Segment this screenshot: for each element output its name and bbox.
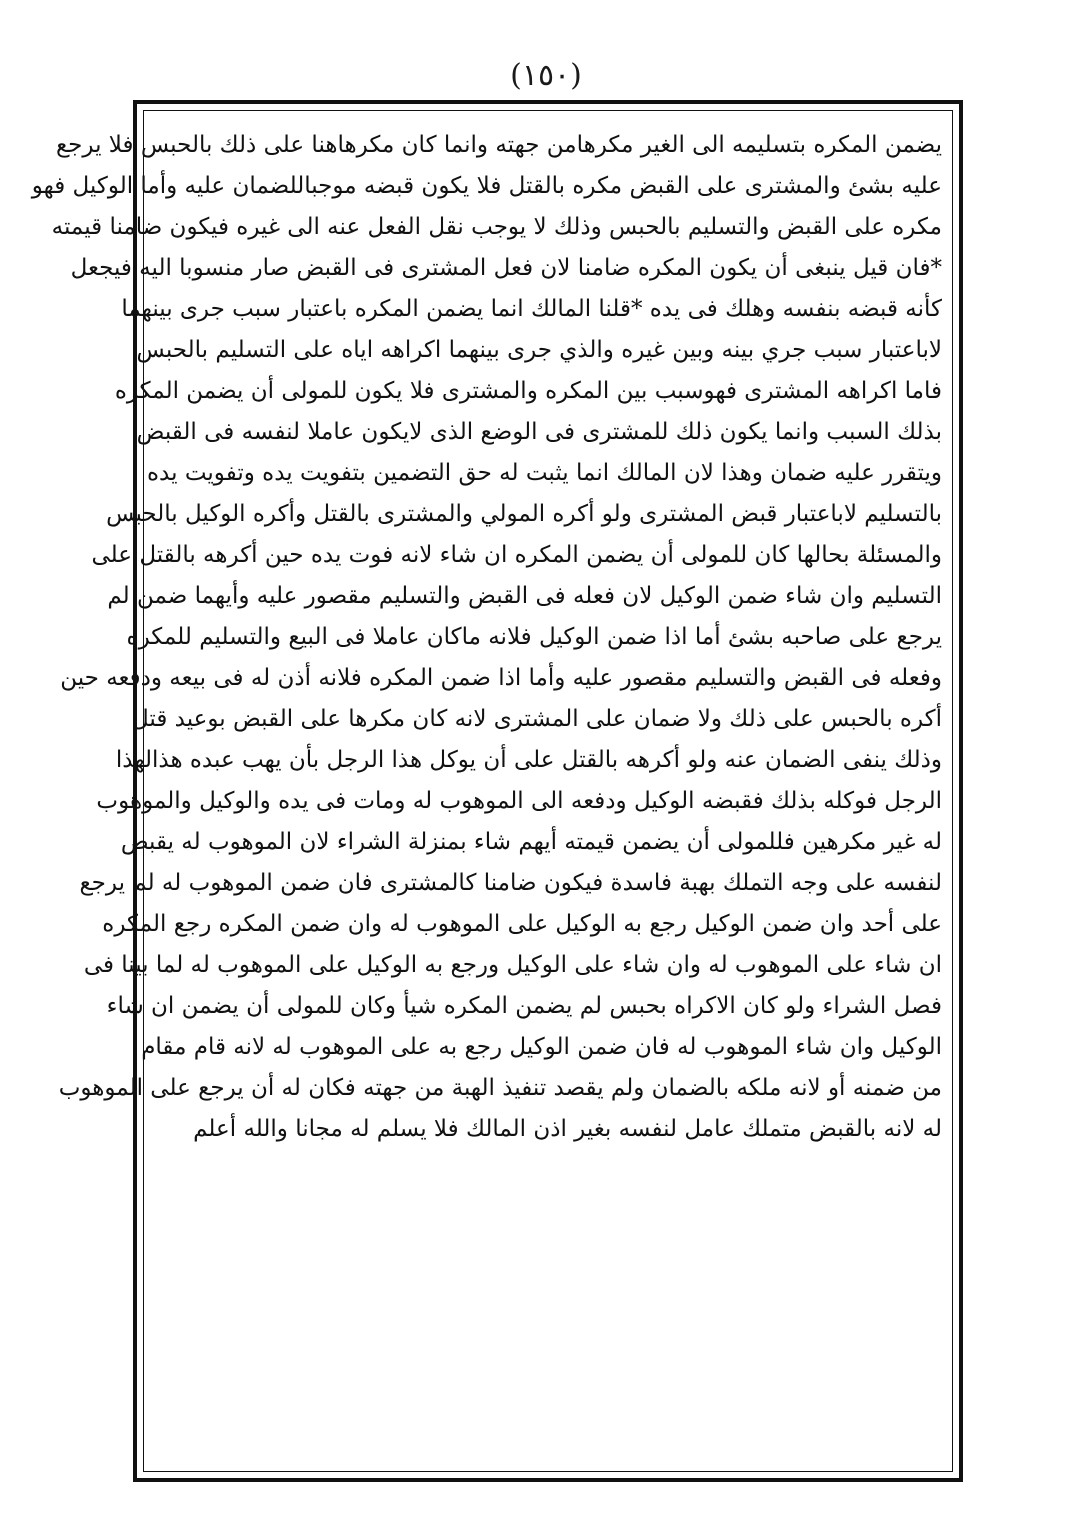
text-line-13: يرجع على صاحبه بشئ أما اذا ضمن الوكيل فلانه ماكان عاملا فى البيع والتسليم للمكره	[126, 624, 942, 650]
text-line-15: أكره بالحبس على ذلك ولا ضمان على المشترى لانه كان مكرها على القبض بوعيد قتل	[132, 706, 942, 732]
text-line-25: له لانه بالقبض متملك عامل لنفسه بغير اذن المالك فلا يسلم له مجانا والله أعلم	[193, 1116, 942, 1142]
text-line-19: لنفسه على وجه التملك بهبة فاسدة فيكون ضامنا كالمشترى فان ضمن الموهوب له لم يرجع	[79, 870, 942, 896]
inner-border	[31, 110, 953, 1472]
text-line-2: عليه بشئ والمشترى على القبض مكره بالقتل فلا يكون قبضه موجباللضمان عليه وأما الوكيل فهو	[31, 173, 942, 199]
text-line-16: وذلك ينفى الضمان عنه ولو أكرهه بالقتل على أن يوكل هذا الرجل بأن يهب عبده هذالهذا	[115, 747, 942, 773]
body-text	[31, 125, 942, 1150]
page-number: (١٥٠)	[510, 58, 582, 93]
text-line-3: مكره على القبض والتسليم بالحبس وذلك لا يوجب نقل الفعل عنه الى غيره فيكون ضامنا قيمته	[51, 214, 942, 240]
text-line-12: التسليم وان شاء ضمن الوكيل لان فعله فى القبض والتسليم مقصور عليه وأيهما ضمن لم	[107, 583, 942, 609]
text-line-18: له غير مكرهين فللمولى أن يضمن قيمته أيهم شاء بمنزلة الشراء لان الموهوب له يقبض	[120, 829, 942, 855]
text-line-7: فاما اكراهه المشترى فهوسبب بين المكره والمشترى فلا يكون للمولى أن يضمن المكره	[114, 378, 942, 404]
text-line-14: وفعله فى القبض والتسليم مقصور عليه وأما اذا ضمن المكره فلانه أذن له فى بيعه ودفعه حين	[60, 665, 942, 691]
text-line-23: الوكيل وان شاء الموهوب له فان ضمن الوكيل رجع به على الموهوب له لانه قام مقام	[141, 1034, 942, 1060]
text-line-17: الرجل فوكله بذلك فقبضه الوكيل ودفعه الى الموهوب له ومات فى يده والوكيل والموهوب	[96, 788, 942, 814]
text-line-6: لاباعتبار سبب جري بينه وبين غيره والذي جرى بينهما اكراهه اياه على التسليم بالحبس	[136, 337, 942, 363]
text-line-8: بذلك السبب وانما يكون ذلك للمشترى فى الوضع الذى لايكون عاملا لنفسه فى القبض	[136, 419, 942, 445]
text-line-24: من ضمنه أو لانه ملكه بالضمان ولم يقصد تنفيذ الهبة من جهته فكان له أن يرجع على الموهوب	[58, 1075, 942, 1101]
page-border	[31, 100, 963, 1482]
text-line-22: فصل الشراء ولو كان الاكراه بحبس لم يضمن المكره شيأ وكان للمولى أن يضمن ان شاء	[106, 993, 942, 1019]
text-line-5: كأنه قبضه بنفسه وهلك فى يده *قلنا المالك انما يضمن المكره باعتبار سبب جرى بينهما	[121, 296, 942, 322]
text-line-20: على أحد وان ضمن الوكيل رجع به الوكيل على الموهوب له وان ضمن المكره رجع المكره	[102, 911, 942, 937]
text-line-9: ويتقرر عليه ضمان وهذا لان المالك انما يثبت له حق التضمين بتفويت يده وتفويت يده	[146, 460, 942, 486]
text-line-10: بالتسليم لاباعتبار قبض المشترى ولو أكره المولي والمشترى بالقتل وأكره الوكيل بالحبس	[106, 501, 942, 527]
text-line-11: والمسئلة بحالها كان للمولى أن يضمن المكره ان شاء لانه فوت يده حين أكرهه بالقتل على	[91, 542, 942, 568]
text-line-4: *فان قيل ينبغى أن يكون المكره ضامنا لان فعل المشترى فى القبض صار منسوبا اليه فيجعل	[70, 255, 942, 281]
text-line-21: ان شاء على الموهوب له وان شاء على الوكيل ورجع به الوكيل على الموهوب له لما بينا فى	[83, 952, 942, 978]
text-line-1: يضمن المكره بتسليمه الى الغير مكرهامن جهته وانما كان مكرهاهنا على ذلك بالحبس فلا يرجع	[55, 132, 942, 158]
